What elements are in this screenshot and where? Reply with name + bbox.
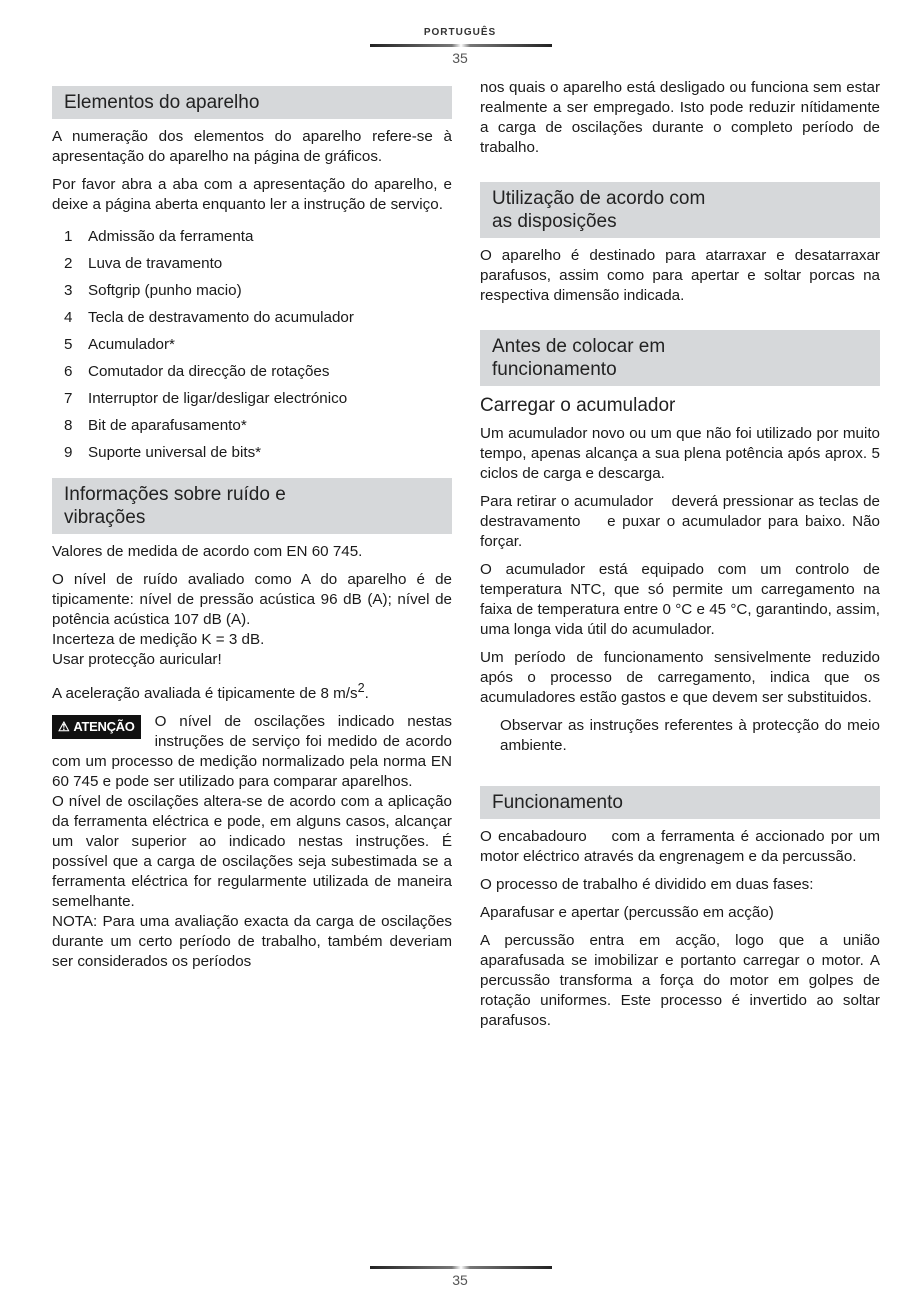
paragraph: Para retirar o acumulador deverá pressionar as teclas de destravamento e puxar o acumulador para baixo. Não forçar. bbox=[480, 493, 885, 550]
section-title-ruido: Informações sobre ruído e vibrações bbox=[52, 478, 452, 534]
left-column bbox=[52, 80, 452, 980]
list-item: 3 Softgrip (punho macio) bbox=[64, 282, 242, 299]
elements-list bbox=[52, 223, 452, 466]
list-item: 6 Comutador da direcção de rotações bbox=[64, 363, 330, 380]
paragraph: nos quais o aparelho está desligado ou funciona sem estar realmente a ser empregado. Isto pode reduzir nítidamente a carga de oscilações durante o completo período de trabalho. bbox=[480, 79, 880, 156]
paragraph: O acumulador está equipado com um controlo de temperatura NTC, que só permite um carregamento na faixa de temperatura entre 0 °C e 45 °C, garantindo, assim, uma longa vida útil do acumulador. bbox=[480, 561, 880, 638]
list-item: 2 Luva de travamento bbox=[64, 255, 223, 272]
footer-page-number: 35 bbox=[452, 1272, 468, 1288]
paragraph-note: NOTA: Para uma avaliação exacta da carga de oscilações durante um certo período de trabalho, também deveriam ser considerados os períodos bbox=[52, 913, 452, 971]
section-title-antes: Antes de colocar em funcionamento bbox=[480, 330, 880, 386]
list-item: 4 Tecla de destravamento do acumulador bbox=[64, 309, 354, 326]
section-title-utilizacao: Utilização de acordo com as disposições bbox=[480, 182, 880, 238]
paragraph: O nível de ruído avaliado como A do aparelho é de tipicamente: nível de pressão acústica 96 dB (A); nível de potência acústica 107 dB (A). bbox=[52, 571, 452, 628]
paragraph: A numeração dos elementos do aparelho refere-se à apresentação do aparelho na página de gráficos. bbox=[52, 128, 452, 165]
header-page-number: 35 bbox=[452, 50, 468, 66]
paragraph: O encabadouro com a ferramenta é accionado por um motor eléctrico através da engrenagem e da percussão. bbox=[480, 828, 885, 865]
warning-text: O nível de oscilações indicado nestas instruções de serviço foi medido de acordo com um processo de medição normalizado pela norma EN 60 745 e pode ser utilizado para comparar aparelhos. bbox=[52, 713, 452, 791]
paragraph: O aparelho é destinado para atarraxar e desatarraxar parafusos, assim como para apertar e soltar porcas na respectiva dimensão indicada. bbox=[480, 247, 880, 304]
warning-block bbox=[52, 712, 452, 792]
subsection-title-carregar: Carregar o acumulador bbox=[480, 395, 676, 416]
paragraph-acceleration: A aceleração avaliada é tipicamente de 8 $m/s^2$. bbox=[52, 681, 369, 703]
paragraph: Incerteza de medição K = 3 dB. bbox=[52, 631, 265, 648]
paragraph: Usar protecção auricular! bbox=[52, 651, 222, 668]
paragraph: O nível de oscilações altera-se de acordo com a aplicação da ferramenta eléctrica e pode, em alguns casos, alcançar um valor superior ao indicado nestas instruções. É possível que a carga de oscilações seja subestimada se a ferramenta eléctrica for regularmente utilizada de maneira semelhante. bbox=[52, 793, 452, 911]
paragraph: O processo de trabalho é dividido em duas fases: bbox=[480, 876, 814, 893]
section-title-funcionamento: Funcionamento bbox=[480, 786, 880, 819]
paragraph: Aparafusar e apertar (percussão em acção) bbox=[480, 904, 774, 921]
list-item: 7 Interruptor de ligar/desligar electrónico bbox=[64, 390, 348, 407]
paragraph: Um período de funcionamento sensivelmente reduzido após o processo de carregamento, indica que os acumuladores estão gastos e que devem ser substituidos. bbox=[480, 649, 880, 706]
footer-rule bbox=[370, 1266, 552, 1269]
list-item: 9 Suporte universal de bits* bbox=[64, 444, 262, 461]
right-column bbox=[480, 78, 885, 1039]
paragraph: Por favor abra a aba com a apresentação do aparelho, e deixe a página aberta enquanto ler a instrução de serviço. bbox=[52, 176, 452, 213]
list-item: 5 Acumulador* bbox=[64, 336, 175, 353]
warning-badge: ⚠ ATENÇÃO bbox=[52, 715, 141, 739]
paragraph: Um acumulador novo ou um que não foi utilizado por muito tempo, apenas alcança a sua plena potência após aprox. 5 ciclos de carga e descarga. bbox=[480, 425, 880, 482]
paragraph-environment: Observar as instruções referentes à protecção do meio ambiente. bbox=[500, 717, 880, 754]
warning-triangle-icon: ⚠ bbox=[58, 719, 70, 735]
list-item: 8 Bit de aparafusamento* bbox=[64, 417, 247, 434]
page-header-language: PORTUGUÊS bbox=[423, 27, 497, 38]
paragraph: Valores de medida de acordo com EN 60 745. bbox=[52, 543, 363, 560]
header-rule bbox=[370, 44, 552, 47]
list-item: 1 Admissão da ferramenta bbox=[64, 228, 254, 245]
section-title-elementos: Elementos do aparelho bbox=[52, 86, 452, 119]
paragraph: A percussão entra em acção, logo que a união aparafusada se imobilizar e portanto carregar o motor. A percussão transforma a força do motor em golpes de rotação uniformes. Este processo é invertido ao soltar parafusos. bbox=[480, 932, 880, 1029]
